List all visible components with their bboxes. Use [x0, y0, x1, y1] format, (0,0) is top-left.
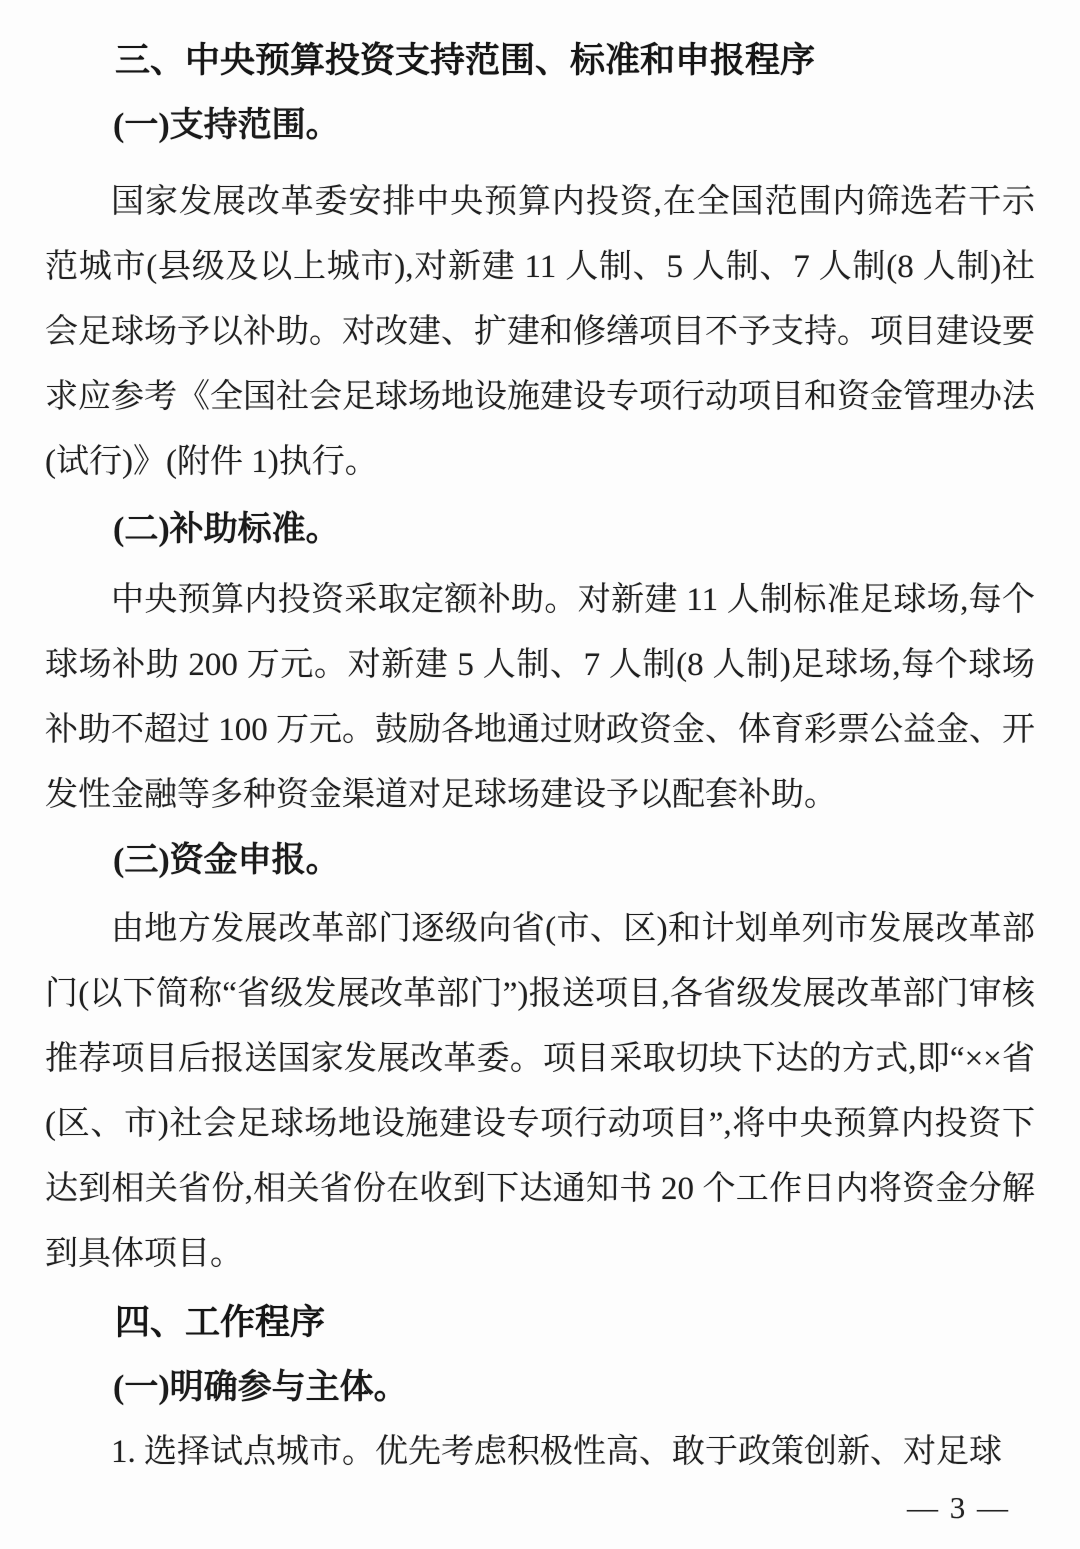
document-body: [45, 28, 1035, 1485]
heading-sub-4-1-participants: (一)明确参与主体。: [113, 1369, 408, 1406]
paragraph-fund-application: 由地方发展改革部门逐级向省(市、区)和计划单列市发展改革部门(以下简称“省级发展改革部门”)报送项目,各省级发展改革部门审核推荐项目后报送国家发展改革委。项目采取切块下达的方式,即“××省(区、市)社会足球场地设施建设专项行动项目”,将中央预算内投资下达到相关省份,相关省份在收到下达通知书 20 个工作日内将资金分解到具体项目。: [45, 911, 1035, 1272]
heading-sub-3-3-fund-application: (三)资金申报。: [113, 842, 340, 879]
heading-section-3: 三、中央预算投资支持范围、标准和申报程序: [115, 41, 816, 80]
paragraph-support-scope: 国家发展改革委安排中央预算内投资,在全国范围内筛选若干示范城市(县级及以上城市),对新建 11 人制、5 人制、7 人制(8 人制)社会足球场予以补助。对改建、扩建和修缮项目不予支持。项目建设要求应参考《全国社会足球场地设施建设专项行动项目和资金管理办法(试行)》(附件 1)执行。: [45, 184, 1035, 480]
paragraph-pilot-cities: 1. 选择试点城市。优先考虑积极性高、敢于政策创新、对足球: [111, 1434, 1002, 1470]
heading-section-4-work-procedure: 四、工作程序: [115, 1303, 326, 1342]
page-number: — 3 —: [907, 1490, 1010, 1525]
paragraph-subsidy-standard: 中央预算内投资采取定额补助。对新建 11 人制标准足球场,每个球场补助 200 万元。对新建 5 人制、7 人制(8 人制)足球场,每个球场补助不超过 100 万元。鼓励各地通过财政资金、体育彩票公益金、开发性金融等多种资金渠道对足球场建设予以配套补助。: [45, 582, 1035, 813]
heading-sub-3-2-subsidy-standard: (二)补助标准。: [113, 511, 340, 548]
heading-sub-3-1-support-scope: (一)支持范围。: [113, 107, 340, 144]
